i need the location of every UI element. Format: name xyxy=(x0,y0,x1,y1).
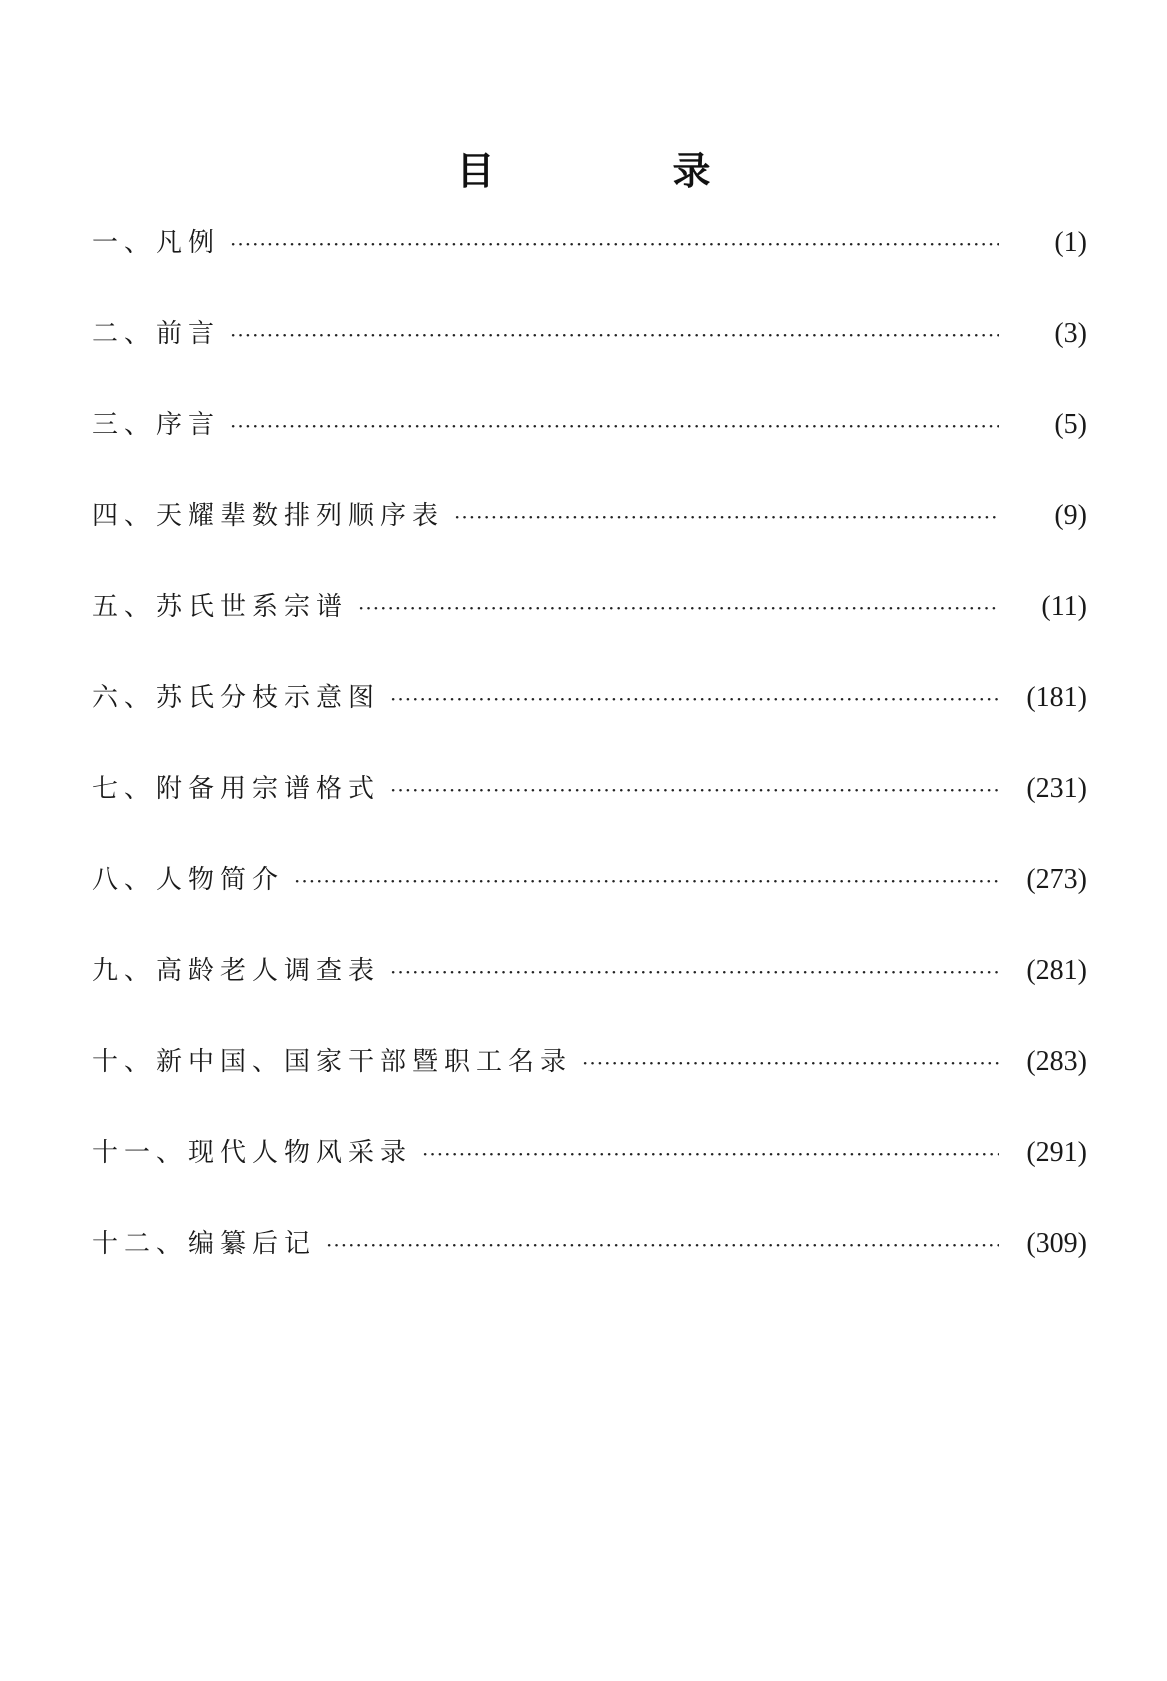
dot-leader xyxy=(390,960,999,984)
dot-leader xyxy=(230,323,999,347)
toc-entry-page: (273) xyxy=(1026,864,1087,895)
page-title: 目 录 xyxy=(456,149,781,193)
toc-entry-label: 五、苏氏世系宗谱 xyxy=(92,592,349,622)
toc-entry-label: 十、新中国、国家干部暨职工名录 xyxy=(92,1047,573,1077)
toc-entry-label: 十一、现代人物风采录 xyxy=(92,1138,413,1168)
dot-leader xyxy=(230,232,999,256)
toc-entry xyxy=(92,1041,1087,1132)
dot-leader xyxy=(582,1051,999,1075)
toc-entry xyxy=(92,404,1087,495)
toc-entry xyxy=(92,859,1087,950)
toc-entry xyxy=(92,1223,1087,1314)
dot-leader xyxy=(358,596,999,620)
toc-entry-page: (291) xyxy=(1026,1137,1087,1168)
dot-leader xyxy=(422,1142,999,1166)
toc-entry-label: 一、凡例 xyxy=(92,228,221,258)
dot-leader xyxy=(230,414,999,438)
toc-entry-label: 二、前言 xyxy=(92,319,221,349)
toc-entry-page: (5) xyxy=(1054,409,1087,440)
toc-entry-label: 六、苏氏分枝示意图 xyxy=(92,683,381,713)
dot-leader xyxy=(390,687,999,711)
toc-entry xyxy=(92,950,1087,1041)
dot-leader xyxy=(294,869,999,893)
dot-leader xyxy=(454,505,999,529)
toc-entry xyxy=(92,768,1087,859)
toc-entry-label: 四、天耀辈数排列顺序表 xyxy=(92,501,445,531)
toc-entry-label: 九、高龄老人调查表 xyxy=(92,956,381,986)
toc-entry-label: 七、附备用宗谱格式 xyxy=(92,774,381,804)
dot-leader xyxy=(390,778,999,802)
toc-entry-page: (281) xyxy=(1026,955,1087,986)
toc-entry-page: (3) xyxy=(1054,318,1087,349)
toc-entry xyxy=(92,1132,1087,1223)
toc-entry-page: (9) xyxy=(1054,500,1087,531)
toc-entry-page: (181) xyxy=(1026,682,1087,713)
toc-entry-label: 八、人物简介 xyxy=(92,865,285,895)
toc-entry xyxy=(92,677,1087,768)
toc-entry-page: (231) xyxy=(1026,773,1087,804)
toc-entry xyxy=(92,586,1087,677)
toc-entry xyxy=(92,495,1087,586)
toc-entry xyxy=(92,222,1087,313)
toc-entry-page: (11) xyxy=(1041,591,1087,622)
toc-entry-page: (309) xyxy=(1026,1228,1087,1259)
table-of-contents xyxy=(92,222,1087,1314)
toc-entry xyxy=(92,313,1087,404)
toc-entry-page: (283) xyxy=(1026,1046,1087,1077)
toc-entry-page: (1) xyxy=(1054,227,1087,258)
toc-entry-label: 三、序言 xyxy=(92,410,221,440)
toc-entry-label: 十二、编纂后记 xyxy=(92,1229,317,1259)
dot-leader xyxy=(326,1233,999,1257)
